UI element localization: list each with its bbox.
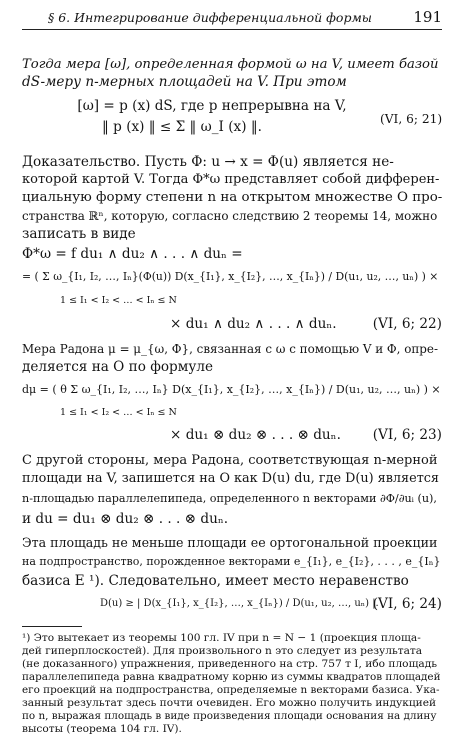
formula-line: × du₁ ⊗ du₂ ⊗ . . . ⊗ duₙ. xyxy=(170,427,341,443)
footnote-line: высоты (теорема 104 гл. IV). xyxy=(22,723,182,735)
formula-line: D(u) ≥ | D(x_{I₁}, x_{I₂}, …, x_{Iₙ}) / D(u₁, u₂, …, uₙ) |. xyxy=(100,598,379,609)
text-line: странства ℝⁿ, которую, согласно следствию 2 теоремы 14, можно xyxy=(22,209,438,223)
text-line: записать в виде xyxy=(22,226,136,242)
text-line: деляется на O по формуле xyxy=(22,359,213,375)
formula-line: dμ = ( θ Σ ω_{I₁, I₂, …, Iₙ} D(x_{I₁}, x_{I₂}, …, x_{Iₙ}) / D(u₁, u₂, …, uₙ) ) × xyxy=(22,383,441,396)
equation-number: (VI, 6; 22) xyxy=(372,316,442,332)
text-line: n-площадью параллелепипеда, определенного n векторами ∂Φ/∂uᵢ (u), xyxy=(22,492,437,505)
footnote-line: параллелепипеда равна квадратному корню из суммы квадратов площадей xyxy=(22,671,441,683)
running-header xyxy=(22,8,442,32)
text-line: циальную форму степени n на открытом множестве O про- xyxy=(22,190,443,205)
text-line: которой картой V. Тогда Φ*ω представляет собой дифферен- xyxy=(22,172,440,187)
text-line: dS-меру n-мерных площадей на V. При этом xyxy=(22,74,347,90)
text-line: базиса E ¹). Следовательно, имеет место неравенство xyxy=(22,573,409,589)
text-line: С другой стороны, мера Радона, соответствующая n-мерной xyxy=(22,453,438,468)
footnote-line: ¹) Это вытекает из теоремы 100 гл. IV при n = N − 1 (проекция площа- xyxy=(22,632,421,644)
footnote-line: его проекций на подпространства, определяемые n векторами базиса. Ука- xyxy=(22,684,440,696)
footnote-line: (не доказанного) упражнения, приведенного на стр. 757 т I, ибо площадь xyxy=(22,658,438,670)
formula-line: Φ*ω = f du₁ ∧ du₂ ∧ . . . ∧ duₙ = xyxy=(22,246,243,262)
text-line: площади на V, запишется на O как D(u) du, где D(u) является xyxy=(22,471,440,486)
formula-line: ‖ p (x) ‖ ≤ Σ ‖ ω_I (x) ‖. xyxy=(102,119,262,135)
header-rule xyxy=(22,29,442,30)
text-line: Эта площадь не меньше площади ее ортогональной проекции xyxy=(22,535,438,550)
text-line: и du = du₁ ⊗ du₂ ⊗ . . . ⊗ duₙ. xyxy=(22,511,229,527)
footnote-line: занный результат здесь почти очевиден. Его можно получить индукцией xyxy=(22,697,437,709)
equation-number: (VI, 6; 23) xyxy=(372,427,442,443)
footnote-line: дей гиперплоскостей). Для произвольного n это следует из результата xyxy=(22,645,423,657)
formula-line: [ω] = p (x) dS, где p непрерывна на V, xyxy=(77,98,347,114)
section-title: § 6. Интегрирование дифференциальной формы xyxy=(48,10,372,25)
equation-number: (VI, 6; 24) xyxy=(372,596,442,612)
text-line: Доказательство. Пусть Φ: u → x = Φ(u) является не- xyxy=(22,154,394,170)
formula-line: = ( Σ ω_{I₁, I₂, …, Iₙ}(Φ(u)) D(x_{I₁}, x_{I₂}, …, x_{Iₙ}) / D(u₁, u₂, …, uₙ) ) × xyxy=(22,270,439,283)
footnote-rule xyxy=(22,626,82,627)
equation-number: (VI, 6; 21) xyxy=(380,112,443,126)
sum-index: 1 ≤ I₁ < I₂ < … < Iₙ ≤ N xyxy=(60,295,177,306)
page-number: 191 xyxy=(413,8,442,26)
footnote-line: по n, выражая площадь в виде произведения площади основания на длину xyxy=(22,710,437,722)
formula-line: × du₁ ∧ du₂ ∧ . . . ∧ duₙ. xyxy=(170,316,337,332)
text-line: Мера Радона μ = μ_{ω, Φ}, связанная с ω с помощью V и Φ, опре- xyxy=(22,342,438,356)
text-line: на подпространство, порожденное векторами e_{I₁}, e_{I₂}, . . . , e_{Iₙ} xyxy=(22,555,441,568)
sum-index: 1 ≤ I₁ < I₂ < … < Iₙ ≤ N xyxy=(60,407,177,418)
text-line: Тогда мера [ω], определенная формой ω на V, имеет базой xyxy=(22,57,439,72)
